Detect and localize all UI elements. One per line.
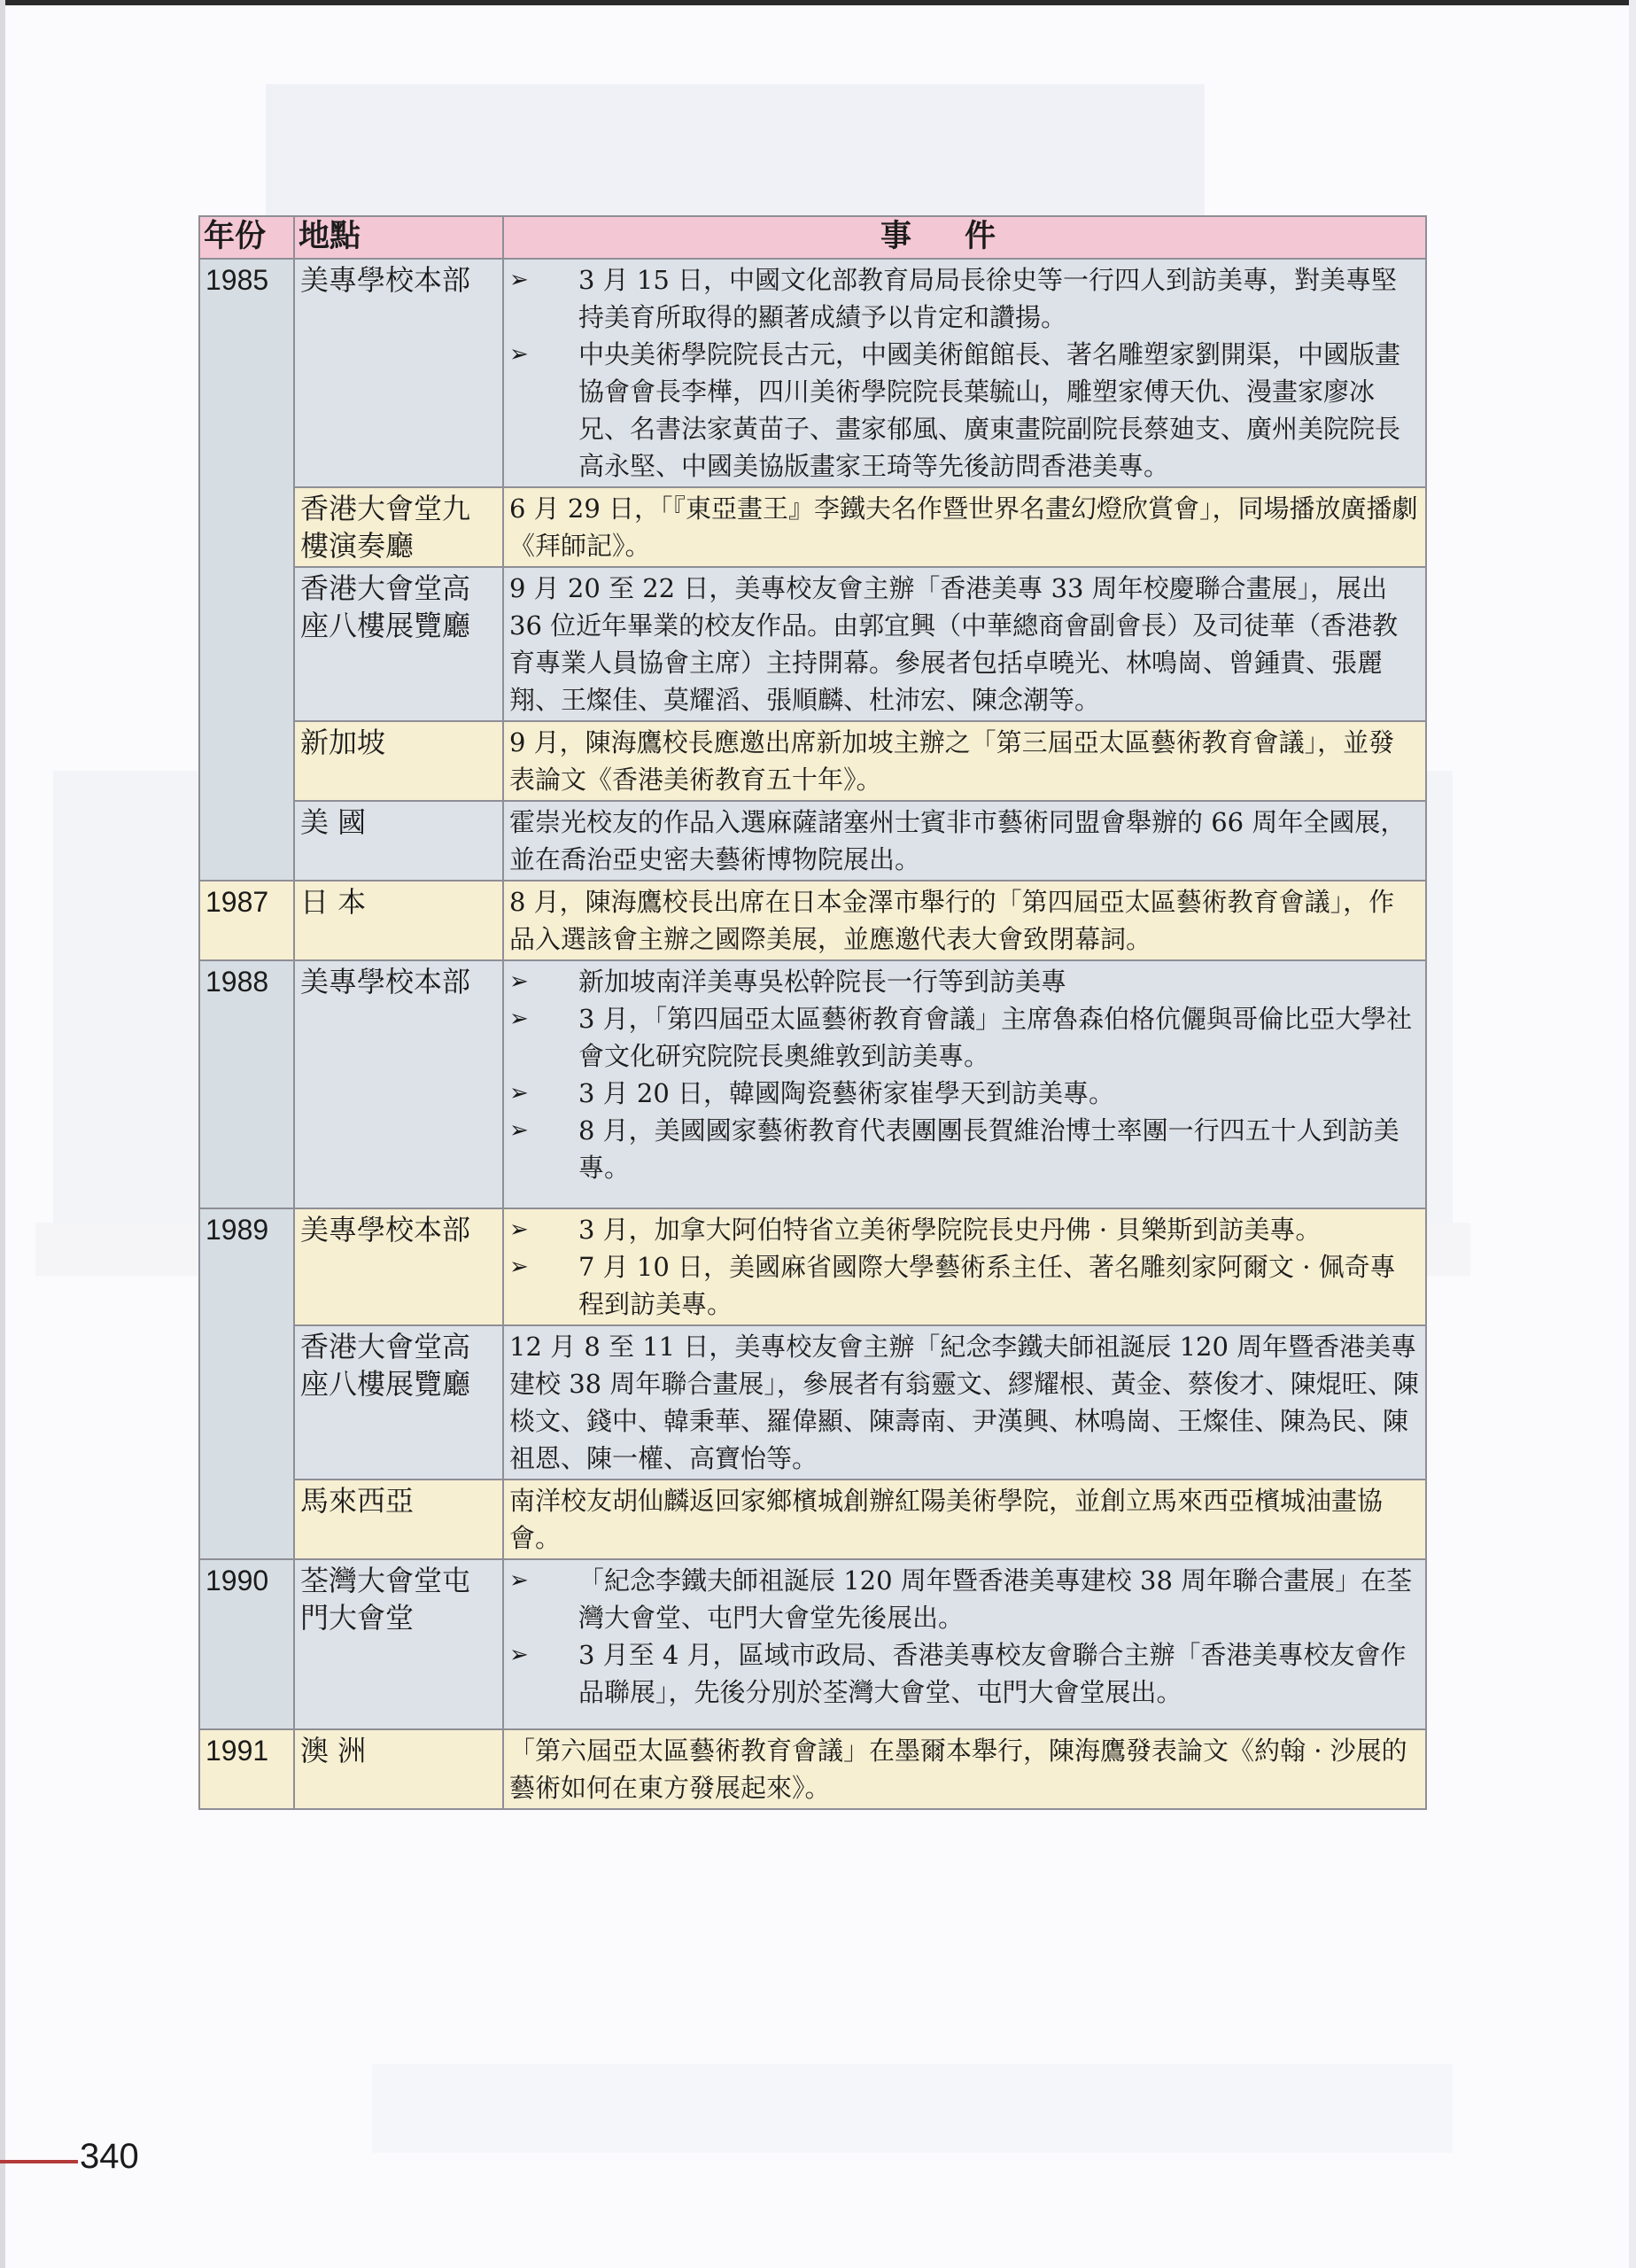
event-item: ➢ 3 月 15 日，中國文化部教育局局長徐史等一行四人到訪美專，對美專堅持美育所取得的顯著成績予以肯定和讚揚。 bbox=[509, 261, 1420, 336]
table-row bbox=[199, 801, 1426, 881]
table-row bbox=[199, 259, 1426, 487]
year-cell: 1991 bbox=[199, 1729, 294, 1809]
event-cell bbox=[503, 1559, 1426, 1729]
year-cell: 1988 bbox=[199, 960, 294, 1208]
event-cell bbox=[503, 960, 1426, 1208]
bleed-through-shadow bbox=[372, 2064, 1453, 2153]
header-event: 事件 bbox=[503, 216, 1426, 259]
place-cell: 馬來西亞 bbox=[294, 1480, 503, 1559]
year-cell: 1989 bbox=[199, 1208, 294, 1559]
event-list bbox=[509, 963, 1420, 1186]
place-cell: 美專學校本部 bbox=[294, 259, 503, 487]
place-cell: 美專學校本部 bbox=[294, 1208, 503, 1325]
event-item: ➢ 新加坡南洋美專吳松幹院長一行等到訪美專 bbox=[509, 963, 1420, 1000]
year-cell: 1990 bbox=[199, 1559, 294, 1729]
table-row bbox=[199, 721, 1426, 801]
page-number: 340 bbox=[80, 2137, 139, 2176]
event-list bbox=[509, 1562, 1420, 1711]
table-row bbox=[199, 567, 1426, 721]
event-cell: 南洋校友胡仙麟返回家鄉檳城創辦紅陽美術學院，並創立馬來西亞檳城油畫協會。 bbox=[503, 1480, 1426, 1559]
table-row bbox=[199, 1208, 1426, 1325]
place-cell: 澳 洲 bbox=[294, 1729, 503, 1809]
event-cell: 「第六屆亞太區藝術教育會議」在墨爾本舉行，陳海鷹發表論文《約翰 · 沙展的藝術如何在東方發展起來》。 bbox=[503, 1729, 1426, 1809]
table-row bbox=[199, 881, 1426, 960]
place-cell: 香港大會堂高座八樓展覽廳 bbox=[294, 567, 503, 721]
place-cell: 荃灣大會堂屯門大會堂 bbox=[294, 1559, 503, 1729]
scan-top-edge bbox=[0, 0, 1636, 5]
event-cell bbox=[503, 259, 1426, 487]
place-cell: 日 本 bbox=[294, 881, 503, 960]
header-place: 地點 bbox=[294, 216, 503, 259]
table-row bbox=[199, 1480, 1426, 1559]
place-cell: 香港大會堂九樓演奏廳 bbox=[294, 487, 503, 567]
event-item: ➢ 中央美術學院院長古元，中國美術館館長、著名雕塑家劉開渠，中國版畫協會會長李樺，四川美術學院院長葉毓山，雕塑家傅天仇、漫畫家廖冰兄、名書法家黃苗子、畫家郁風、廣東畫院副院長蔡廸支、廣州美院院長高永堅、中國美協版畫家王琦等先後訪問香港美專。 bbox=[509, 336, 1420, 485]
place-cell: 美專學校本部 bbox=[294, 960, 503, 1208]
page-number-rule bbox=[0, 2160, 78, 2163]
place-cell: 新加坡 bbox=[294, 721, 503, 801]
event-list bbox=[509, 261, 1420, 485]
bleed-through-shadow bbox=[266, 84, 1205, 235]
event-cell: 霍崇光校友的作品入選麻薩諸塞州士賓非市藝術同盟會舉辦的 66 周年全國展，並在喬治亞史密夫藝術博物院展出。 bbox=[503, 801, 1426, 881]
event-cell: 8 月，陳海鷹校長出席在日本金澤市舉行的「第四屆亞太區藝術教育會議」，作品入選該會主辦之國際美展，並應邀代表大會致閉幕詞。 bbox=[503, 881, 1426, 960]
year-cell: 1985 bbox=[199, 259, 294, 881]
event-cell: 9 月，陳海鷹校長應邀出席新加坡主辦之「第三屆亞太區藝術教育會議」，並發表論文《香港美術教育五十年》。 bbox=[503, 721, 1426, 801]
place-cell: 美 國 bbox=[294, 801, 503, 881]
event-item: ➢ 「紀念李鐵夫師祖誕辰 120 周年暨香港美專建校 38 周年聯合畫展」在荃灣大會堂、屯門大會堂先後展出。 bbox=[509, 1562, 1420, 1636]
event-cell bbox=[503, 1208, 1426, 1325]
event-cell: 9 月 20 至 22 日，美專校友會主辦「香港美專 33 周年校慶聯合畫展」，展出 36 位近年畢業的校友作品。由郭宜興（中華總商會副會長）及司徒華（香港教育專業人員協會主席）主持開幕。參展者包括卓曉光、林鳴崗、曾鍾貴、張麗翔、王燦佳、莫耀滔、張順麟、杜沛宏、陳念潮等。 bbox=[503, 567, 1426, 721]
table-row bbox=[199, 1559, 1426, 1729]
event-item: ➢ 3 月，加拿大阿伯特省立美術學院院長史丹佛 · 貝樂斯到訪美專。 bbox=[509, 1211, 1420, 1248]
place-cell: 香港大會堂高座八樓展覽廳 bbox=[294, 1325, 503, 1480]
event-list bbox=[509, 1211, 1420, 1323]
event-cell: 6 月 29 日，「『東亞畫王』李鐵夫名作暨世界名畫幻燈欣賞會」，同場播放廣播劇《拜師記》。 bbox=[503, 487, 1426, 567]
event-item: ➢ 3 月至 4 月，區域市政局、香港美專校友會聯合主辦「香港美專校友會作品聯展」，先後分別於荃灣大會堂、屯門大會堂展出。 bbox=[509, 1636, 1420, 1711]
event-item: ➢ 3 月 20 日，韓國陶瓷藝術家崔學天到訪美專。 bbox=[509, 1075, 1420, 1112]
year-cell: 1987 bbox=[199, 881, 294, 960]
table-header-row bbox=[199, 216, 1426, 259]
scan-left-edge bbox=[0, 0, 5, 2268]
event-item: ➢ 7 月 10 日，美國麻省國際大學藝術系主任、著名雕刻家阿爾文 · 佩奇專程到訪美專。 bbox=[509, 1248, 1420, 1323]
table-row bbox=[199, 487, 1426, 567]
event-item: ➢ 8 月，美國國家藝術教育代表團團長賀維治博士率團一行四五十人到訪美專。 bbox=[509, 1112, 1420, 1186]
scan-right-edge bbox=[1629, 0, 1636, 2268]
table-row bbox=[199, 1325, 1426, 1480]
table-row bbox=[199, 960, 1426, 1208]
chronology-table bbox=[198, 215, 1427, 1810]
table-row bbox=[199, 1729, 1426, 1809]
header-year: 年份 bbox=[199, 216, 294, 259]
event-cell: 12 月 8 至 11 日，美專校友會主辦「紀念李鐵夫師祖誕辰 120 周年暨香港美專建校 38 周年聯合畫展」，參展者有翁靈文、繆耀根、黃金、蔡俊才、陳焜旺、陳棪文、錢中、韓秉華、羅偉顯、陳壽南、尹漢興、林鳴崗、王燦佳、陳為民、陳祖恩、陳一權、高寶怡等。 bbox=[503, 1325, 1426, 1480]
event-item: ➢ 3 月，「第四屆亞太區藝術教育會議」主席魯森伯格伉儷與哥倫比亞大學社會文化研究院院長奧維敦到訪美專。 bbox=[509, 1000, 1420, 1075]
